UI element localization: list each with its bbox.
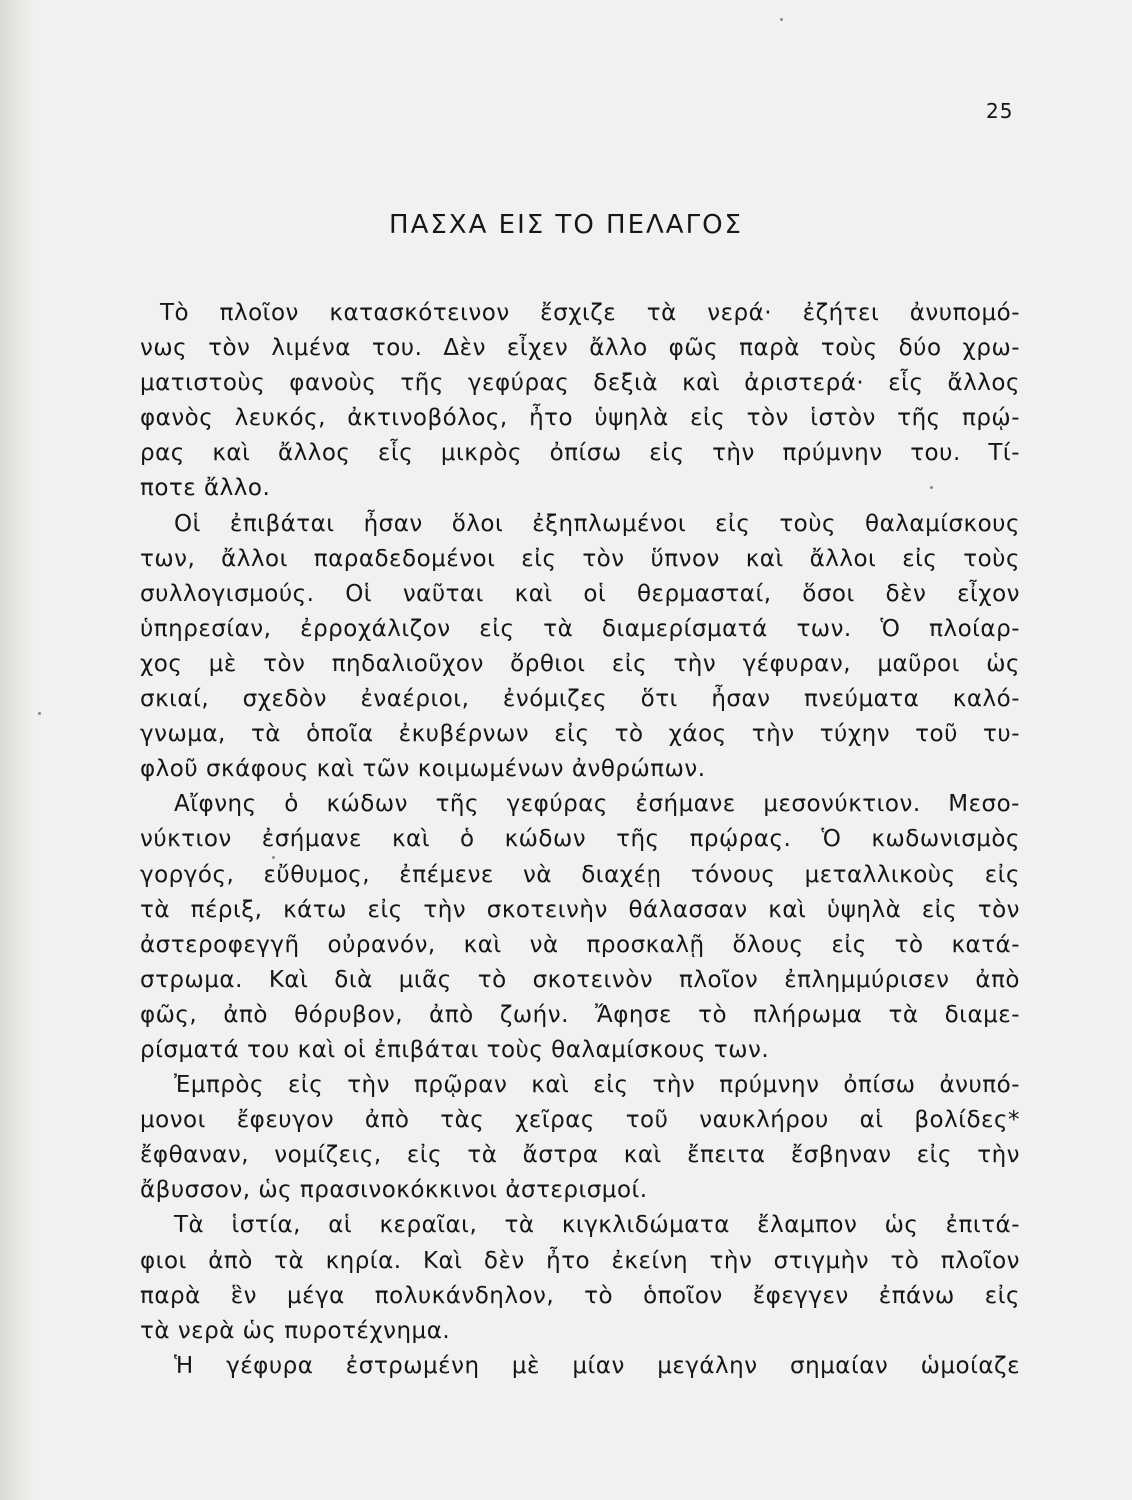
page-number: 25	[986, 99, 1014, 123]
text-line: γοργός, εὔθυμος, ἐπέμενε νὰ διαχέῃ τόνους μεταλλικοὺς εἰς	[140, 861, 1020, 888]
paragraph-2	[140, 507, 1020, 788]
text-line: των, ἄλλοι παραδεδομένοι εἰς τὸν ὕπνον καὶ ἄλλοι εἰς τοὺς	[140, 545, 1020, 572]
paragraph-4	[140, 1068, 1020, 1208]
text-line: ἀστεροφεγγῆ οὐρανόν, καὶ νὰ προσκαλῇ ὅλους εἰς τὸ κατά-	[140, 931, 1020, 958]
text-line: φῶς, ἀπὸ θόρυβον, ἀπὸ ζωήν. Ἄφησε τὸ πλήρωμα τὰ διαμε-	[140, 1001, 1020, 1028]
text-line: νύκτιον ἐσήμανε καὶ ὁ κώδων τῆς πρῴρας. Ὁ κωδωνισμὸς	[140, 826, 1020, 853]
text-line: γνωμα, τὰ ὁποῖα ἐκυβέρνων εἰς τὸ χάος τὴν τύχην τοῦ τυ-	[140, 721, 1020, 748]
text-line: Τὰ ἱστία, αἱ κεραῖαι, τὰ κιγκλιδώματα ἔλαμπον ὡς ἐπιτά-	[174, 1212, 1020, 1239]
text-line: τὰ πέριξ, κάτω εἰς τὴν σκοτεινὴν θάλασσαν καὶ ὑψηλὰ εἰς τὸν	[140, 896, 1020, 923]
text-line: ἄβυσσον, ὡς πρασινοκόκκινοι ἀστερισμοί.	[140, 1177, 648, 1204]
text-line: Ἐμπρὸς εἰς τὴν πρῷραν καὶ εἰς τὴν πρύμνην ὀπίσω ἀνυπό-	[174, 1072, 1020, 1099]
text-line: Αἴφνης ὁ κώδων τῆς γεφύρας ἐσήμανε μεσονύκτιον. Μεσο-	[174, 791, 1020, 818]
chapter-title: ΠΑΣΧΑ ΕΙΣ ΤΟ ΠΕΛΑΓΟΣ	[389, 210, 743, 240]
text-line: ἔφθαναν, νομίζεις, εἰς τὰ ἄστρα καὶ ἔπειτα ἔσβηναν εἰς τὴν	[140, 1142, 1020, 1169]
text-line: φλοῦ σκάφους καὶ τῶν κοιμωμένων ἀνθρώπων.	[140, 756, 706, 783]
scan-speck	[272, 856, 275, 859]
paragraph-1	[140, 296, 1020, 507]
scan-speck	[780, 18, 783, 21]
text-line: συλλογισμούς. Οἱ ναῦται καὶ οἱ θερμασταί, ὅσοι δὲν εἶχον	[140, 580, 1020, 607]
text-line: Ἡ γέφυρα ἐστρωμένη μὲ μίαν μεγάλην σημαίαν ὡμοίαζε	[174, 1352, 1020, 1379]
text-line: ρίσματά του καὶ οἱ ἐπιβάται τοὺς θαλαμίσκους των.	[140, 1036, 770, 1063]
text-line: μονοι ἔφευγον ἀπὸ τὰς χεῖρας τοῦ ναυκλήρου αἱ βολίδες*	[140, 1107, 1020, 1134]
text-line: φανὸς λευκός, ἀκτινοβόλος, ἦτο ὑψηλὰ εἰς τὸν ἱστὸν τῆς πρῴ-	[140, 405, 1020, 432]
text-line: ματιστοὺς φανοὺς τῆς γεφύρας δεξιὰ καὶ ἀριστερά· εἷς ἄλλος	[140, 370, 1020, 397]
text-line: Οἱ ἐπιβάται ἦσαν ὅλοι ἐξηπλωμένοι εἰς τοὺς θαλαμίσκους	[174, 510, 1020, 537]
text-line: στρωμα. Καὶ διὰ μιᾶς τὸ σκοτεινὸν πλοῖον ἐπλημμύρισεν ἀπὸ	[140, 966, 1020, 993]
text-line: Τὸ πλοῖον κατασκότεινον ἔσχιζε τὰ νερά· ἐζήτει ἀνυπομό-	[160, 300, 1020, 326]
text-line: τὰ νερὰ ὡς πυροτέχνημα.	[140, 1317, 451, 1344]
scan-speck	[38, 712, 41, 715]
text-line: ρας καὶ ἄλλος εἷς μικρὸς ὀπίσω εἰς τὴν πρύμνην του. Τί-	[140, 440, 1020, 467]
paragraph-6	[140, 1349, 1020, 1384]
text-line: φιοι ἀπὸ τὰ κηρία. Καὶ δὲν ἦτο ἐκείνη τὴν στιγμὴν τὸ πλοῖον	[140, 1247, 1020, 1274]
text-line: ποτε ἄλλο.	[140, 475, 271, 502]
text-line: σκιαί, σχεδὸν ἐναέριοι, ἐνόμιζες ὅτι ἦσαν πνεύματα καλό-	[140, 686, 1020, 713]
paragraph-3	[140, 787, 1020, 1068]
text-line: χος μὲ τὸν πηδαλιοῦχον ὄρθιοι εἰς τὴν γέφυραν, μαῦροι ὡς	[140, 650, 1020, 677]
text-line: νως τὸν λιμένα του. Δὲν εἶχεν ἄλλο φῶς παρὰ τοὺς δύο χρω-	[140, 335, 1020, 362]
text-line: ὑπηρεσίαν, ἐρροχάλιζον εἰς τὰ διαμερίσματά των. Ὁ πλοίαρ-	[140, 615, 1020, 642]
text-line: παρὰ ἓν μέγα πολυκάνδηλον, τὸ ὁποῖον ἔφεγγεν ἐπάνω εἰς	[140, 1282, 1020, 1309]
scan-speck	[930, 486, 933, 489]
body-text	[140, 296, 1020, 1384]
paragraph-5	[140, 1208, 1020, 1348]
